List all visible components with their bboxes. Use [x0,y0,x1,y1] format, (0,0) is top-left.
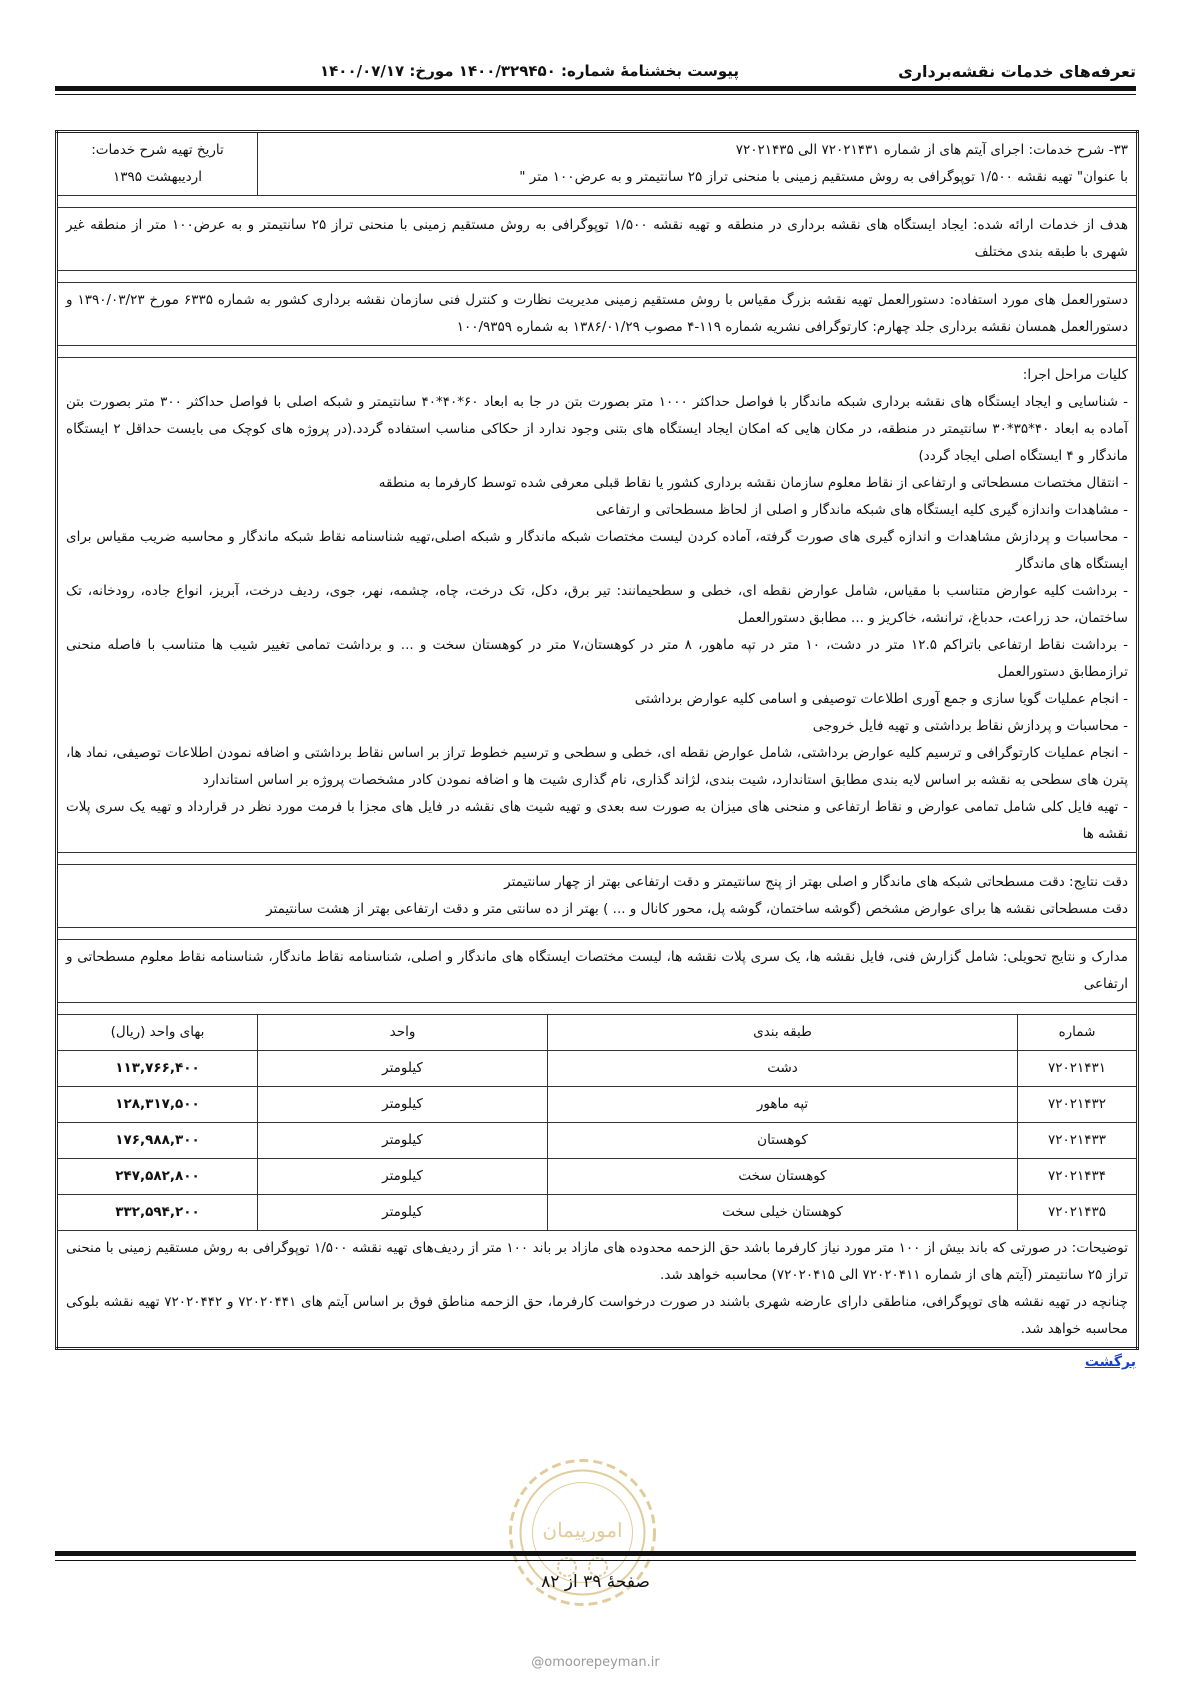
steps-title: کلیات مراحل اجرا: [1022,367,1128,383]
date-value: اردیبهشت ۱۳۹۵ [113,169,202,185]
item-unit: کیلومتر [258,1087,548,1123]
footer-rule-thick [55,1551,1136,1556]
date-cell [57,132,258,196]
item-category: دشت [548,1051,1018,1087]
item-number: ۷۲۰۲۱۴۳۱ [1018,1051,1138,1087]
item-price: ۱۱۳,۷۶۶,۴۰۰ [57,1051,258,1087]
accuracy-cell [57,865,1138,928]
divider [57,1003,1138,1015]
item-price: ۱۷۶,۹۸۸,۳۰۰ [57,1123,258,1159]
step-item: - مشاهدات واندازه گیری کلیه ایستگاه های شبکه ماندگار و اصلی از لحاظ مسطحاتی و ارتفاعی [596,502,1128,518]
goal-cell: هدف از خدمات ارائه شده: ایجاد ایستگاه های نقشه برداری در منطقه و تهیه نقشه ۱/۵۰۰ توپوگرافی به روش مستقیم زمینی با منحنی تراز ۲۵ سانتیمتر و به عرض۱۰۰ متر از منطقه غیر شهری با طبقه بندی مختلف [57,208,1138,271]
service-title-line1: ۳۳- شرح خدمات: اجرای آیتم های از شماره ۷۲۰۲۱۴۳۱ الی ۷۲۰۲۱۴۳۵ [735,142,1128,158]
item-category: تپه ماهور [548,1087,1018,1123]
table-row [57,1123,1138,1159]
header-unit: واحد [258,1015,548,1051]
item-number: ۷۲۰۲۱۴۳۳ [1018,1123,1138,1159]
item-unit: کیلومتر [258,1159,548,1195]
service-title-line2: با عنوان" تهیه نقشه ۱/۵۰۰ توپوگرافی به روش مستقیم زمینی با منحنی تراز ۲۵ سانتیمتر و به عرض۱۰۰ متر " [519,169,1128,185]
item-price: ۲۴۷,۵۸۲,۸۰۰ [57,1159,258,1195]
divider [57,271,1138,283]
table-row [57,1159,1138,1195]
standards-cell: دستورالعمل های مورد استفاده: دستورالعمل تهیه نقشه بزرگ مقیاس با روش مستقیم زمینی مدیریت نظارت و کنترل فنی سازمان نقشه برداری کشور به شماره ۶۳۳۵ مورخ ۱۳۹۰/۰۳/۲۳ و دستورالعمل همسان نقشه برداری جلد چهارم: کارتوگرافی نشریه شماره ۱۱۹-۴ مصوب ۱۳۸۶/۰۱/۲۹ به شماره ۱۰۰/۹۳۵۹ [57,283,1138,346]
note-paragraph: توضیحات: در صورتی که باند بیش از ۱۰۰ متر مورد نیاز کارفرما باشد حق الزحمه محدوده های مازاد بر باند ۱۰۰ متر از ردیف‌های تهیه نقشه ۱/۵۰۰ توپوگرافی به روش مستقیم زمینی با منحنی تراز ۲۵ سانتیمتر (آیتم های از شماره ۷۲۰۲۰۴۱۱ الی ۷۲۰۲۰۴۱۵) محاسبه خواهد شد. [66,1240,1128,1283]
date-label: تاریخ تهیه شرح خدمات: [91,142,224,158]
title-row [57,132,1138,196]
step-item: - انجام عملیات گویا سازی و جمع آوری اطلاعات توصیفی و اسامی کلیه عوارض برداشتی [634,691,1128,707]
divider [57,196,1138,208]
step-item: - محاسبات و پردازش مشاهدات و اندازه گیری های صورت گرفته، آماده کردن لیست مختصات شبکه ماندگار و شبکه اصلی،تهیه شناسنامه نقاط شبکه ماندگار و محاسبه ضریب مقیاس برای ایستگاه های ماندگار [66,529,1128,572]
divider [57,853,1138,865]
item-price: ۱۲۸,۳۱۷,۵۰۰ [57,1087,258,1123]
service-description-table [55,130,1139,1350]
item-number: ۷۲۰۲۱۴۳۴ [1018,1159,1138,1195]
divider [57,346,1138,358]
page-number: صفحۀ ۳۹ از ۸۲ [541,1572,650,1592]
item-price: ۳۳۲,۵۹۴,۲۰۰ [57,1195,258,1231]
step-item: - محاسبات و پردازش نقاط برداشتی و تهیه فایل خروجی [812,718,1128,734]
item-unit: کیلومتر [258,1195,548,1231]
table-row [57,1195,1138,1231]
document-title: تعرفه‌های خدمات نقشه‌برداری [898,62,1136,81]
step-item: - انجام عملیات کارتوگرافی و ترسیم کلیه عوارض برداشتی، شامل عوارض نقطه ای، خطی و سطحی و ترسیم خطوط تراز بر اساس نقاط برداشتی و اضافه نمودن اطلاعات توصیفی، نماد ها، پترن های سطحی به نقشه بر اساس لایه بندی مطابق استاندارد، شیت بندی، لژاند گذاری، نام گذاری شیت ها و اضافه نمودن کادر مشخصات پروژه بر اساس استاندارد [66,745,1128,788]
header-rule-thin [55,94,1136,95]
deliverables-cell: مدارک و نتایج تحویلی: شامل گزارش فنی، فایل نقشه ها، یک سری پلات نقشه ها، لیست مختصات ایستگاه های ماندگار و اصلی، شناسنامه نقاط ماندگار، شناسنامه نقاط معلوم مسطحاتی و ارتفاعی [57,940,1138,1003]
step-item: - انتقال مختصات مسطحاتی و ارتفاعی از نقاط معلوم سازمان نقشه برداری کشور یا نقاط قبلی معرفی شده توسط کارفرما به منطقه [378,475,1128,491]
accuracy-line2: دقت مسطحاتی نقشه ها برای عوارض مشخص (گوشه ساختمان، گوشه پل، محور کانال و ... ) بهتر از ده سانتی متر و دقت ارتفاعی بهتر از هشت سانتیمتر [266,901,1128,917]
header-category: طبقه بندی [548,1015,1018,1051]
item-unit: کیلومتر [258,1051,548,1087]
item-category: کوهستان سخت [548,1159,1018,1195]
step-item: - شناسایی و ایجاد ایستگاه های نقشه برداری شبکه ماندگار با فواصل حداکثر ۱۰۰۰ متر بصورت بتن در جا به ابعاد ۶۰*۴۰*۴۰ سانتیمتر و شبکه اصلی با فواصل حداکثر ۳۰۰ متر بصورت بتن آماده به ابعاد ۴۰*۳۵*۳۰ سانتیمتر در منطقه، در مکان هایی که امکان ایجاد ایستگاه های بتنی وجود ندارد از حکاکی مناسب استفاده گردد.(در پروژه های کوچک می بایست حداقل ۲ ایستگاه ماندگار و ۴ ایستگاه اصلی ایجاد گردد) [66,394,1129,464]
item-category: کوهستان [548,1123,1018,1159]
item-number: ۷۲۰۲۱۴۳۵ [1018,1195,1138,1231]
service-title-cell [258,132,1138,196]
footer-rule-thin [55,1560,1136,1561]
step-item: - برداشت کلیه عوارض متناسب با مقیاس، شامل عوارض نقطه ای، خطی و سطحیمانند: تیر برق، دکل، تک درخت، چاه، چشمه، نهر، جوی، ردیف درخت، آبریز، انواع جاده، رودخانه، تک ساختمان، حد زراعت، حدباغ، ترانشه، خاکریز و ... مطابق دستورالعمل [66,583,1128,626]
header-number: شماره [1018,1015,1138,1051]
note-paragraph: چنانچه در تهیه نقشه های توپوگرافی، مناطقی دارای عارضه شهری باشند در صورت درخواست کارفرما، حق الزحمه مناطق فوق بر اساس آیتم های ۷۲۰۲۰۴۴۱ و ۷۲۰۲۰۴۴۲ تهیه نقشه بلوکی محاسبه خواهد شد. [66,1294,1128,1337]
notes-cell [57,1231,1138,1349]
item-category: کوهستان خیلی سخت [548,1195,1018,1231]
step-item: - برداشت نقاط ارتفاعی باتراکم ۱۲.۵ متر در دشت، ۱۰ متر در تپه ماهور، ۸ متر در کوهستان،۷ متر در کوهستان سخت و ... و برداشت تمامی تغییر شیب ها متناسب با فاصله منحنی ترازمطابق دستورالعمل [66,637,1128,680]
price-table-header [57,1015,1138,1051]
header-rule-thick [55,86,1136,91]
watermark-text: @omoorepeyman.ir [531,1655,660,1670]
divider [57,928,1138,940]
table-row [57,1051,1138,1087]
accuracy-line1: دقت نتایج: دقت مسطحاتی شبکه های ماندگار و اصلی بهتر از پنج سانتیمتر و دقت ارتفاعی بهتر از چهار سانتیمتر [504,874,1128,890]
step-item: - تهیه فایل کلی شامل تمامی عوارض و نقاط ارتفاعی و منحنی های میزان به صورت سه بعدی و تهیه شیت های نقشه در فایل های مجزا با فرمت مورد نظر در قرارداد و تهیه یک سری پلات نقشه ها [66,799,1128,842]
circular-reference: پیوست بخشنامۀ شماره: ۱۴۰۰/۳۲۹۴۵۰ مورخ: ۱۴۰۰/۰۷/۱۷ [320,62,740,80]
item-number: ۷۲۰۲۱۴۳۲ [1018,1087,1138,1123]
header-price: بهای واحد (ریال) [57,1015,258,1051]
item-unit: کیلومتر [258,1123,548,1159]
steps-cell [57,358,1138,853]
table-row [57,1087,1138,1123]
seal-text: امورپیمان [542,1518,623,1542]
back-link[interactable]: برگشت [1084,1354,1136,1370]
